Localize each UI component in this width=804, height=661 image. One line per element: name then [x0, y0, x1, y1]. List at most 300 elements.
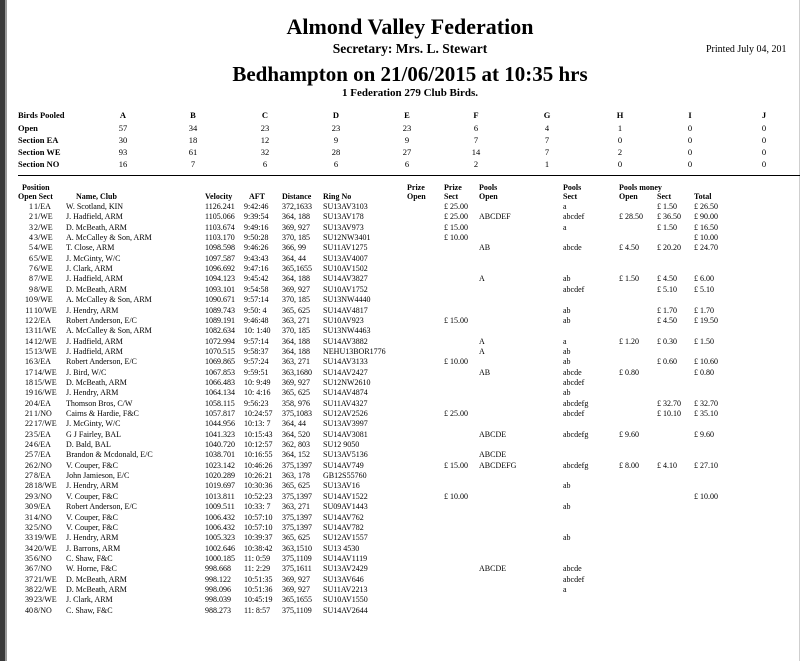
pooled-count: 7 [473, 135, 479, 145]
table-row [0, 285, 800, 295]
velocity: 1064.134 [205, 388, 235, 398]
name-club: W. Horne, F&C [66, 564, 117, 574]
col-money-sect: Sect [657, 192, 672, 201]
velocity: 988.273 [205, 605, 231, 615]
table-row [0, 212, 800, 222]
table-row [0, 316, 800, 326]
pooled-count: 57 [118, 123, 128, 133]
pools-open: A [479, 274, 485, 284]
pooled-count: 4 [544, 123, 550, 133]
aft-time: 10:51:35 [244, 574, 273, 584]
velocity: 1066.483 [205, 377, 235, 387]
velocity: 1069.865 [205, 357, 235, 367]
distance: 365,1655 [282, 264, 312, 274]
aft-time: 10: 4:16 [244, 388, 271, 398]
pooled-count: 0 [761, 147, 767, 157]
aft-time: 11: 8:57 [244, 605, 271, 615]
velocity: 1002.646 [205, 543, 235, 553]
table-row [0, 554, 800, 564]
distance: 375,1397 [282, 460, 312, 470]
distance: 375,1083 [282, 409, 312, 418]
ring-number: SU14AV782 [323, 522, 364, 532]
aft-time: 10:51:36 [244, 584, 273, 594]
distance: 364, 152 [282, 450, 310, 460]
name-club: D. McBeath, ARM [66, 222, 127, 232]
prize-sect: £ 25.00 [444, 202, 468, 211]
sect-position: 8/NO [34, 605, 52, 615]
ring-number: SU14AV3827 [323, 274, 368, 284]
table-row [0, 575, 800, 585]
pools-open: A [479, 346, 485, 356]
velocity: 1041.323 [205, 429, 235, 439]
distance: 365,1655 [282, 595, 312, 605]
name-club: J. Clark, ARM [66, 595, 113, 605]
pooled-count: 0 [687, 123, 693, 133]
col-prize-open-1: Prize [407, 183, 425, 192]
open-position: 37 [25, 574, 33, 584]
velocity: 1103.170 [205, 233, 235, 243]
aft-time: 10:57:10 [244, 522, 273, 532]
velocity: 1098.598 [205, 243, 235, 253]
aft-time: 9:43:43 [244, 253, 269, 263]
pooled-row-label: Open [18, 123, 38, 133]
ring-number: SU14AV2644 [323, 605, 368, 615]
total: £ 10.00 [694, 233, 718, 243]
ring-number: SU13AV646 [323, 574, 364, 584]
name-club: W. Scotland, KIN [66, 202, 124, 211]
col-open-sect: Open Sect [18, 192, 53, 201]
table-row [0, 523, 800, 533]
aft-time: 9:39:54 [244, 212, 269, 222]
open-position: 13 [25, 326, 33, 336]
table-row [0, 295, 800, 305]
ring-number: SU14AV3133 [323, 357, 368, 367]
velocity: 1096.692 [205, 264, 235, 274]
name-club: C. Shaw, F&C [66, 553, 113, 563]
aft-time: 9:56:23 [244, 398, 269, 408]
velocity: 1040.720 [205, 440, 235, 450]
total: £ 19.50 [694, 315, 718, 325]
open-position: 19 [25, 388, 33, 398]
total: £ 5.10 [694, 284, 714, 294]
money-sect: £ 5.10 [657, 284, 677, 294]
pooled-count: 0 [761, 123, 767, 133]
prize-sect: £ 10.00 [444, 357, 468, 367]
velocity: 1009.511 [205, 502, 235, 512]
pools-open: ABCDEFG [479, 460, 517, 470]
distance: 369, 927 [282, 222, 310, 232]
table-row [0, 430, 800, 440]
pools-open: ABCDE [479, 429, 507, 439]
table-row [0, 440, 800, 450]
name-club: D. McBeath, ARM [66, 574, 127, 584]
sect-position: 13/WE [34, 346, 57, 356]
sect-position: 23/WE [34, 595, 57, 605]
pooled-count: 34 [188, 123, 198, 133]
aft-time: 10:45:19 [244, 595, 273, 605]
aft-time: 10:52:23 [244, 491, 273, 501]
ring-number: SU12AV1557 [323, 533, 368, 543]
pools-sect: a [563, 336, 567, 346]
name-club: John Jamieson, E/C [66, 471, 130, 481]
col-prize-sect-2: Sect [444, 192, 459, 201]
total: £ 10.60 [694, 357, 718, 367]
velocity: 1057.817 [205, 409, 235, 418]
ring-number: SU12NW2610 [323, 377, 371, 387]
money-sect: £ 36.50 [657, 212, 681, 222]
velocity: 1094.123 [205, 274, 235, 284]
distance: 363,1680 [282, 367, 312, 377]
col-prize-open-2: Open [407, 192, 426, 201]
table-row [0, 243, 800, 253]
name-club: J. Hadfield, ARM [66, 346, 123, 356]
sect-position: 7/NO [34, 564, 52, 574]
race-title: Bedhampton on 21/06/2015 at 10:35 hrs [232, 62, 588, 86]
table-row [0, 513, 800, 523]
name-club: Robert Anderson, E/C [66, 315, 137, 325]
pools-sect: ab [563, 481, 571, 491]
total: £ 0.80 [694, 367, 714, 377]
open-position: 15 [25, 346, 33, 356]
ring-number: SU09AV1443 [323, 502, 368, 512]
sect-position: 12/WE [34, 336, 57, 346]
name-club: D. McBeath, ARM [66, 584, 127, 594]
total: £ 32.70 [694, 398, 718, 408]
pooled-count: 0 [617, 159, 623, 169]
name-club: J. Hendry, ARM [66, 533, 119, 543]
open-position: 22 [25, 419, 33, 429]
table-row [0, 544, 800, 554]
sect-position: 2/NO [34, 460, 52, 470]
aft-time: 10:46:26 [244, 460, 273, 470]
velocity: 1020.289 [205, 471, 235, 481]
pooled-count: 16 [118, 159, 128, 169]
velocity: 1006.432 [205, 512, 235, 522]
table-row [0, 471, 800, 481]
open-position: 5 [29, 243, 33, 253]
pools-sect: abcdef [563, 409, 585, 418]
name-club: A. McCalley & Son, ARM [66, 233, 152, 243]
velocity: 1105.066 [205, 212, 235, 222]
velocity: 1097.587 [205, 253, 235, 263]
open-position: 16 [25, 357, 33, 367]
ring-number: SU13AV3103 [323, 202, 368, 211]
name-club: V. Couper, F&C [66, 460, 118, 470]
open-position: 30 [25, 502, 33, 512]
aft-time: 10:24:57 [244, 409, 273, 418]
pooled-count: 23 [331, 123, 341, 133]
sect-position: 10/WE [34, 305, 57, 315]
pooled-count: 0 [761, 135, 767, 145]
table-row [0, 606, 800, 616]
distance: 363, 271 [282, 357, 310, 367]
pooled-count: 9 [333, 135, 339, 145]
open-position: 38 [25, 584, 33, 594]
name-club: J. Hadfield, ARM [66, 336, 123, 346]
sect-position: 8/WE [34, 284, 53, 294]
prize-sect: £ 10.00 [444, 491, 468, 501]
name-club: J. Hendry, ARM [66, 305, 119, 315]
pools-sect: abcdef [563, 284, 585, 294]
ring-number: SU13NW4463 [323, 326, 371, 336]
table-row [0, 585, 800, 595]
money-sect: £ 0.60 [657, 357, 677, 367]
ring-number: SU14AV1119 [323, 553, 368, 563]
open-position: 1 [29, 202, 33, 211]
distance: 364, 520 [282, 429, 310, 439]
ring-number: SU12NW3401 [323, 233, 371, 243]
pooled-count: 6 [404, 159, 410, 169]
name-club: Robert Anderson, E/C [66, 502, 137, 512]
pooled-count: 23 [402, 123, 412, 133]
aft-time: 10:15:43 [244, 429, 273, 439]
name-club: A. McCalley & Son, ARM [66, 326, 152, 336]
pools-sect: abcdefg [563, 398, 589, 408]
table-row [0, 450, 800, 460]
pooled-row-label: Section EA [18, 135, 59, 145]
table-row [0, 223, 800, 233]
col-ring-no: Ring No [323, 192, 352, 201]
aft-time: 9:47:16 [244, 264, 269, 274]
pooled-count: 14 [471, 147, 481, 157]
sect-position: 11/WE [34, 326, 57, 336]
table-row [0, 368, 800, 378]
distance: 369, 927 [282, 377, 310, 387]
sect-position: 19/WE [34, 533, 57, 543]
open-position: 34 [25, 543, 33, 553]
name-club: D. McBeath, ARM [66, 284, 127, 294]
open-position: 24 [25, 440, 33, 450]
pooled-count: 23 [260, 123, 270, 133]
pools-sect: abcde [563, 564, 582, 574]
pooled-col-letter: G [543, 110, 551, 120]
header-divider [18, 175, 800, 176]
distance: 363,1510 [282, 543, 312, 553]
open-position: 32 [25, 522, 33, 532]
prize-sect: £ 15.00 [444, 315, 468, 325]
aft-time: 10: 1:40 [244, 326, 271, 336]
pooled-count: 7 [544, 135, 550, 145]
distance: 375,1109 [282, 553, 312, 563]
open-position: 39 [25, 595, 33, 605]
distance: 364, 44 [282, 253, 306, 263]
sect-position: 6/NO [34, 553, 52, 563]
sect-position: 4/WE [34, 243, 53, 253]
money-open: £ 9.60 [619, 429, 639, 439]
name-club: J. Barrons, ARM [66, 543, 121, 553]
aft-time: 10: 9:49 [244, 377, 271, 387]
table-row [0, 388, 800, 398]
aft-time: 9:50:28 [244, 233, 269, 243]
sect-position: 2/WE [34, 222, 53, 232]
col-pools-open-2: Open [479, 192, 498, 201]
money-open: £ 1.20 [619, 336, 639, 346]
prize-sect: £ 10.00 [444, 233, 468, 243]
distance: 366, 99 [282, 243, 306, 253]
open-position: 36 [25, 564, 33, 574]
table-row [0, 378, 800, 388]
open-position: 8 [29, 274, 33, 284]
ring-number: SU10AV1550 [323, 595, 368, 605]
open-position: 7 [29, 264, 33, 274]
col-pools-sect-2: Sect [563, 192, 578, 201]
aft-time: 10:38:42 [244, 543, 273, 553]
distance: 369, 927 [282, 574, 310, 584]
velocity: 998.122 [205, 574, 231, 584]
pooled-count: 2 [473, 159, 479, 169]
total: £ 24.70 [694, 243, 718, 253]
name-club: J. McGinty, W/C [66, 253, 121, 263]
ring-number: SU14AV4817 [323, 305, 368, 315]
pools-sect: abcdef [563, 377, 585, 387]
table-row [0, 347, 800, 357]
distance: 370, 185 [282, 295, 310, 305]
pools-sect: ab [563, 533, 571, 543]
ring-number: SU14AV749 [323, 460, 364, 470]
sect-position: 14/WE [34, 367, 57, 377]
pooled-row-label: Section WE [18, 147, 61, 157]
pooled-count: 93 [118, 147, 128, 157]
distance: 364, 188 [282, 346, 310, 356]
sect-position: 9/WE [34, 295, 53, 305]
name-club: J. Hendry, ARM [66, 481, 119, 491]
distance: 365, 625 [282, 481, 310, 491]
sect-position: 21/WE [34, 574, 57, 584]
open-position: 28 [25, 481, 33, 491]
table-row [0, 533, 800, 543]
distance: 372,1633 [282, 202, 312, 211]
pooled-count: 6 [333, 159, 339, 169]
open-position: 2 [29, 212, 33, 222]
velocity: 1013.811 [205, 491, 235, 501]
aft-time: 11: 2:29 [244, 564, 271, 574]
aft-time: 9:59:51 [244, 367, 269, 377]
total: £ 16.50 [694, 222, 718, 232]
pooled-col-letter: E [404, 110, 410, 120]
velocity: 1000.185 [205, 553, 235, 563]
sect-position: 7/EA [34, 450, 51, 460]
pools-sect: abcde [563, 243, 582, 253]
open-position: 27 [25, 471, 33, 481]
club-summary: 1 Federation 279 Club Birds. [342, 87, 478, 99]
distance: 364, 188 [282, 336, 310, 346]
pooled-col-letter: A [119, 110, 127, 120]
name-club: T. Close, ARM [66, 243, 115, 253]
pools-sect: ab [563, 357, 571, 367]
pools-sect: a [563, 202, 567, 211]
pools-sect: ab [563, 502, 571, 512]
aft-time: 9:58:37 [244, 346, 269, 356]
aft-time: 10:12:57 [244, 440, 273, 450]
pooled-count: 7 [544, 147, 550, 157]
sect-position: 4/NO [34, 512, 52, 522]
table-row [0, 254, 800, 264]
open-position: 25 [25, 450, 33, 460]
pools-sect: ab [563, 274, 571, 284]
sect-position: 22/WE [34, 584, 57, 594]
pooled-count: 1 [617, 123, 623, 133]
ring-number: SU12AV2526 [323, 409, 368, 418]
pooled-col-letter: J [761, 110, 767, 120]
name-club: J. Hendry, ARM [66, 388, 119, 398]
ring-number: SU13AV3997 [323, 419, 368, 429]
pools-sect: ab [563, 388, 571, 398]
table-row [0, 461, 800, 471]
open-position: 6 [29, 253, 33, 263]
distance: 358, 976 [282, 398, 310, 408]
ring-number: SU10AV1502 [323, 264, 368, 274]
pooled-count: 0 [687, 147, 693, 157]
pooled-col-letter: B [190, 110, 196, 120]
open-position: 26 [25, 460, 33, 470]
open-position: 18 [25, 377, 33, 387]
distance: 365, 625 [282, 533, 310, 543]
pooled-count: 0 [687, 159, 693, 169]
money-sect: £ 10.10 [657, 409, 681, 418]
prize-sect: £ 25.00 [444, 212, 468, 222]
open-position: 3 [29, 222, 33, 232]
name-club: Robert Anderson, E/C [66, 357, 137, 367]
sect-position: 1/EA [34, 202, 51, 211]
money-open: £ 4.50 [619, 243, 639, 253]
pooled-count: 0 [687, 135, 693, 145]
sect-position: 5/WE [34, 253, 53, 263]
velocity: 1126.241 [205, 202, 235, 211]
table-row [0, 595, 800, 605]
pooled-col-letter: F [473, 110, 479, 120]
pooled-count: 27 [402, 147, 412, 157]
money-sect: £ 1.50 [657, 202, 677, 211]
velocity: 1082.634 [205, 326, 235, 336]
velocity: 1089.191 [205, 315, 235, 325]
distance: 375,1397 [282, 522, 312, 532]
sect-position: 2/EA [34, 315, 51, 325]
table-row [0, 326, 800, 336]
ring-number: SU13AV178 [323, 212, 364, 222]
sect-position: 9/EA [34, 502, 51, 512]
col-distance: Distance [282, 192, 312, 201]
velocity: 1089.743 [205, 305, 235, 315]
open-position: 29 [25, 491, 33, 501]
aft-time: 9:50: 4 [244, 305, 267, 315]
pooled-count: 18 [188, 135, 198, 145]
pooled-label: Birds Pooled [18, 110, 65, 120]
aft-time: 9:54:58 [244, 284, 269, 294]
col-velocity: Velocity [205, 192, 233, 201]
ring-number: SU12 9050 [323, 440, 360, 450]
money-sect: £ 32.70 [657, 398, 681, 408]
aft-time: 10:30:36 [244, 481, 273, 491]
name-club: D. McBeath, ARM [66, 377, 127, 387]
printed-date: Printed July 04, 201 [706, 44, 787, 55]
money-sect: £ 1.50 [657, 222, 677, 232]
pools-sect: abcde [563, 367, 582, 377]
ring-number: SU14AV762 [323, 512, 364, 522]
aft-time: 10:13: 7 [244, 419, 271, 429]
ring-number: SU14AV3081 [323, 429, 368, 439]
velocity: 1058.115 [205, 398, 235, 408]
col-aft: AFT [249, 192, 265, 201]
pooled-count: 0 [761, 159, 767, 169]
table-row [0, 357, 800, 367]
pooled-count: 28 [331, 147, 341, 157]
distance: 369, 927 [282, 584, 310, 594]
pools-open: A [479, 336, 485, 346]
distance: 365, 625 [282, 388, 310, 398]
name-club: J. Hadfield, ARM [66, 274, 123, 284]
pooled-count: 12 [260, 135, 270, 145]
sect-position: 6/EA [34, 440, 51, 450]
